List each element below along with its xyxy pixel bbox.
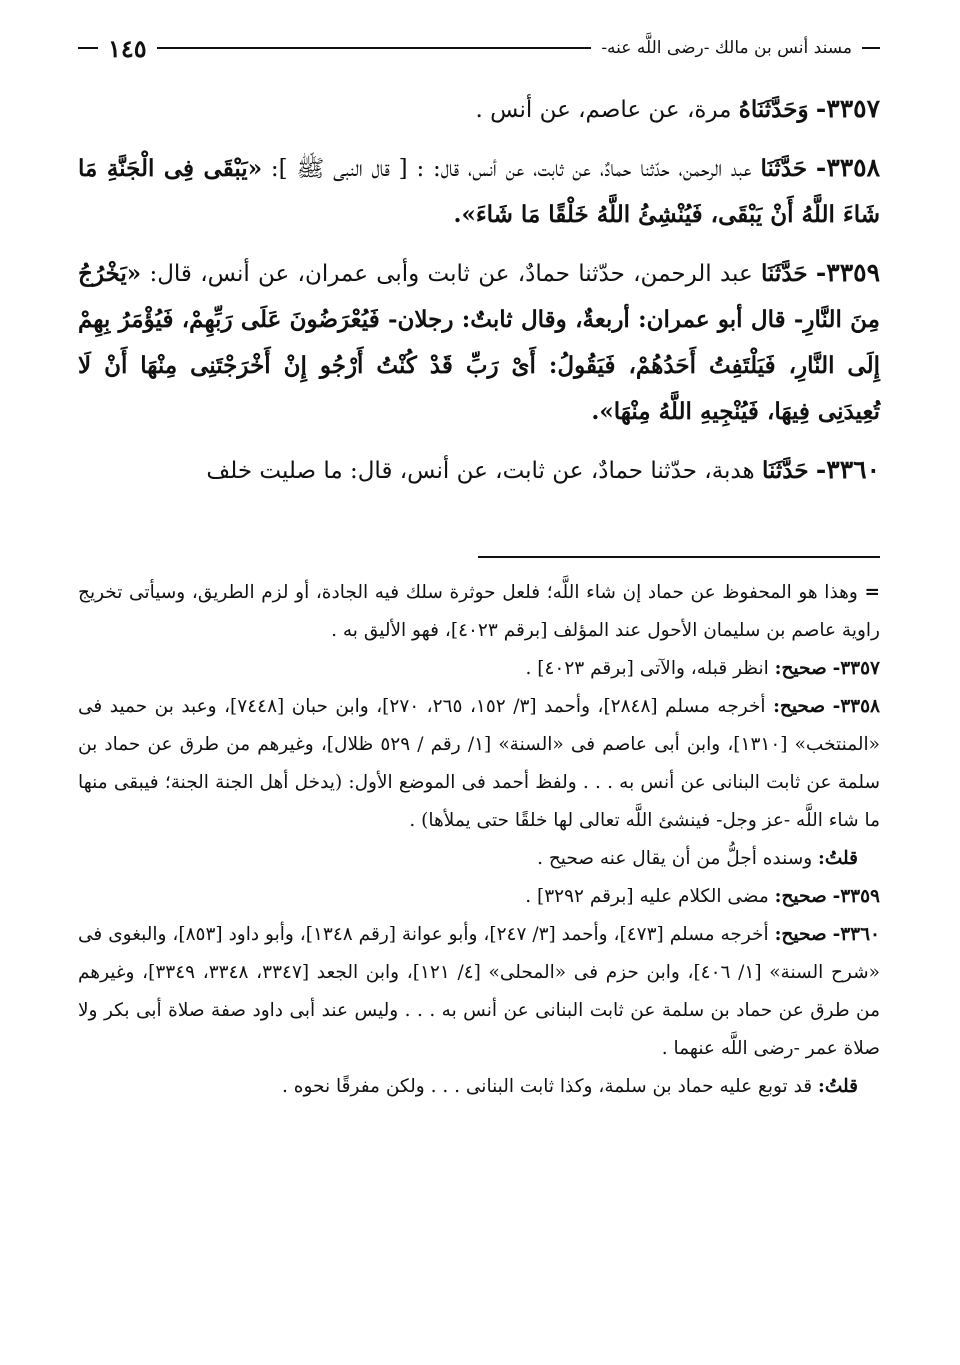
page-number: ١٤٥: [108, 33, 147, 63]
hadith-text: مرة، عن عاصم، عن أنس .: [475, 97, 732, 123]
footnote-number: =: [864, 582, 881, 603]
main-text: [78, 86, 880, 506]
footnote-number: ٣٣٥٧-: [832, 658, 880, 679]
footnote-text: أخرجه مسلم [٢٨٤٨]، وأحمد [٣/ ١٥٢، ٢٦٥، ٢٧٠]، وابن حبان [٧٤٤٨]، وعبد بن حميد فى «المنتخب» [١٣١٠]، وابن أبى عاصم فى «السنة» [١/ رقم / ٥٢٩ ظلال]، وغيرهم من طرق عن حماد بن سلمة عن ثابت البنانى عن أنس به . . . ولفظ أحمد فى الموضع الأول: (يدخل أهل الجنة الجنة؛ فيبقى منها ما شاء اللَّه -عز وجل- فينشئ اللَّه تعالى لها خلقًا حتى يملأها) .: [78, 696, 880, 831]
book-page: [78, 0, 880, 1365]
hadith-number: ٣٣٦٠-: [815, 455, 880, 484]
hadith-3359: [78, 250, 880, 435]
footnote-remark: [78, 840, 880, 878]
hadith-number: ٣٣٥٩-: [815, 258, 880, 287]
hadith-matn: «يَخْرُجُ مِنَ النَّارِ- قال أبو عمران: أربعةٌ، وقال ثابتٌ: رجلان- فَيُعْرَضُونَ عَلَى رَبِّهِمْ، فَيُؤْمَرُ بِهِمْ إِلَى النَّارِ، فَيَلْتَفِتُ أَحَدُهُمْ، فَيَقُولُ: أَىْ رَبِّ قَدْ كُنْتُ أَرْجُو إِنْ أَخْرَجْتَنِى مِنْهَا أَنْ لَا تُعِيدَنِى فِيهَا، فَيُنْجِيهِ اللَّهُ مِنْهَا».: [78, 260, 880, 425]
hadith-opener: وَحَدَّثَنَاهُ: [738, 96, 809, 123]
hadith-text: عبد الرحمن، حدّثنا حمادٌ، عن ثابت، عن أنس، قال: : [ قال النبى ﷺ ]:: [270, 156, 752, 182]
footnote-number: ٣٣٥٩-: [832, 886, 880, 907]
hadith-opener: حَدَّثَنَا: [760, 155, 808, 182]
hadith-3360: [78, 447, 880, 494]
hadith-opener: حَدَّثَنَا: [761, 457, 809, 484]
hadith-3357: [78, 86, 880, 133]
footnote-3360: [78, 916, 880, 1068]
header-title: مسند أنس بن مالك -رضى اللَّه عنه-: [601, 38, 852, 58]
hadith-opener: حَدَّثَنَا: [760, 260, 808, 287]
footnote-3357: [78, 650, 880, 688]
footnote-grade: صحيح:: [773, 696, 826, 717]
hadith-text: عبد الرحمن، حدّثنا حمادٌ، عن ثابت وأبى عمران، عن أنس، قال:: [149, 261, 753, 287]
footnote-separator: [478, 556, 880, 558]
header-rule: [157, 47, 592, 49]
footnote-3358: [78, 688, 880, 840]
footnote-grade: صحيح:: [774, 658, 827, 679]
footnote-text: مضى الكلام عليه [برقم ٣٢٩٢] .: [525, 886, 769, 907]
hadith-number: ٣٣٥٨-: [815, 153, 881, 182]
running-header: [78, 30, 880, 66]
hadith-matn: «يَبْقَى فِى الْجَنَّةِ مَا شَاءَ اللَّهُ أَنْ يَبْقَى، فَيُنْشِئُ اللَّهُ خَلْقًا مَا شَاءَ».: [78, 155, 880, 228]
footnotes: [78, 574, 880, 1106]
footnote-remark-label: قلتُ:: [818, 1076, 858, 1097]
hadith-3358: [78, 145, 880, 238]
hadith-text: هدبة، حدّثنا حمادٌ، عن ثابت، عن أنس، قال: ما صليت خلف: [206, 458, 755, 484]
footnote-3359: [78, 878, 880, 916]
header-dash-left: [78, 47, 98, 49]
header-dash-right: [862, 47, 880, 49]
footnote-grade: صحيح:: [774, 886, 827, 907]
footnote-text: أخرجه مسلم [٤٧٣]، وأحمد [٣/ ٢٤٧]، وأبو عوانة [رقم ١٣٤٨]، وأبو داود [٨٥٣]، والبغوى فى «شرح السنة» [١/ ٤٠٦]، وابن حزم فى «المحلى» [٤/ ١٢١]، وابن الجعد [٣٣٤٧، ٣٣٤٨، ٣٣٤٩]، وغيرهم من طرق عن حماد بن سلمة عن ثابت البنانى عن أنس به . . . وليس عند أبى داود صفة صلاة أبى بكر ولا صلاة عمر -رضى اللَّه عنهما .: [78, 924, 880, 1059]
footnote-text: قد توبع عليه حماد بن سلمة، وكذا ثابت البنانى . . . ولكن مفرقًا نحوه .: [282, 1076, 813, 1097]
footnote-grade: صحيح:: [774, 924, 827, 945]
hadith-number: ٣٣٥٧-: [815, 94, 880, 123]
footnote-continuation: [78, 574, 880, 650]
footnote-number: ٣٣٦٠-: [832, 924, 880, 945]
footnote-number: ٣٣٥٨-: [832, 696, 880, 717]
footnote-remark-label: قلتُ:: [818, 848, 858, 869]
footnote-text: انظر قبله، والآتى [برقم ٤٠٢٣] .: [525, 658, 769, 679]
footnote-remark: [78, 1068, 880, 1106]
footnote-text: وهذا هو المحفوظ عن حماد إن شاء اللَّه؛ فلعل حوثرة سلك فيه الجادة، أو لزم الطريق، وسيأتى تخريج راوية عاصم بن سليمان الأحول عند المؤلف [برقم ٤٠٢٣]، فهو الأليق به .: [78, 582, 880, 641]
footnote-text: وسنده أجلُّ من أن يقال عنه صحيح .: [537, 848, 813, 869]
